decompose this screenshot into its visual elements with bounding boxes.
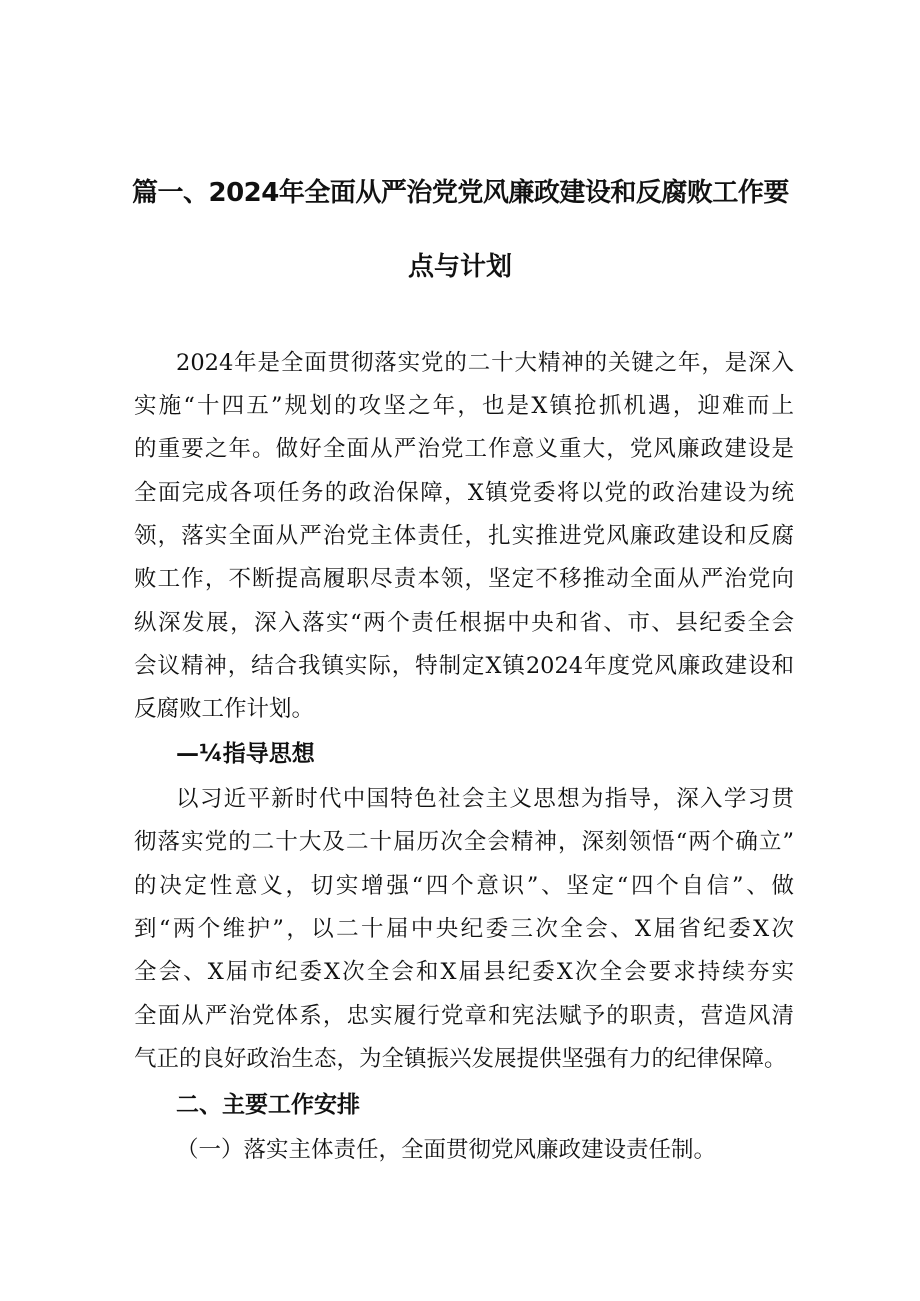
section1-line: 到“两个维护”，以二十届中央纪委三次全会、X届省纪委X次 (134, 916, 794, 942)
section-heading-guiding-ideology: —¼指导思想 (176, 741, 315, 767)
document-title-continued: 点与计划 (407, 252, 512, 282)
document-title: 篇一、2024年全面从严治党党风廉政建设和反腐败工作要 (132, 178, 789, 208)
intro-line: 纵深发展，深入落实“两个责任根据中央和省、市、县纪委全会 (134, 610, 794, 636)
intro-line: 会议精神，结合我镇实际，特制定X镇2024年度党风廉政建设和 (134, 653, 794, 679)
section1-line: 全会、X届市纪委X次全会和X届县纪委X次全会要求持续夯实 (134, 959, 794, 985)
intro-line: 反腐败工作计划。 (134, 696, 315, 722)
intro-line: 全面完成各项任务的政治保障，X镇党委将以党的政治建设为统 (134, 480, 794, 506)
intro-line: 2024年是全面贯彻落实党的二十大精神的关键之年，是深入 (176, 350, 794, 376)
intro-line: 的重要之年。做好全面从严治党工作意义重大，党风廉政建设是 (134, 436, 794, 462)
intro-line: 败工作，不断提高履职尽责本领，坚定不移推动全面从严治党向 (134, 566, 794, 592)
section1-line: 的决定性意义，切实增强“四个意识”、坚定“四个自信”、做 (134, 873, 794, 899)
section1-line: 彻落实党的二十大及二十届历次全会精神，深刻领悟“两个确立” (134, 829, 794, 855)
section-heading-main-work: 二、主要工作安排 (176, 1092, 360, 1118)
section1-line: 气正的良好政治生态，为全镇振兴发展提供坚强有力的纪律保障。 (134, 1046, 787, 1072)
intro-line: 领，落实全面从严治党主体责任，扎实推进党风廉政建设和反腐 (134, 523, 794, 549)
section1-line: 以习近平新时代中国特色社会主义思想为指导，深入学习贯 (176, 786, 794, 812)
section1-line: 全面从严治党体系，忠实履行党章和宪法赋予的职责，营造风清 (134, 1003, 794, 1029)
subsection-heading: （一）落实主体责任，全面贯彻党风廉政建设责任制。 (176, 1137, 717, 1163)
intro-line: 实施“十四五”规划的攻坚之年，也是X镇抢抓机遇，迎难而上 (134, 393, 794, 419)
